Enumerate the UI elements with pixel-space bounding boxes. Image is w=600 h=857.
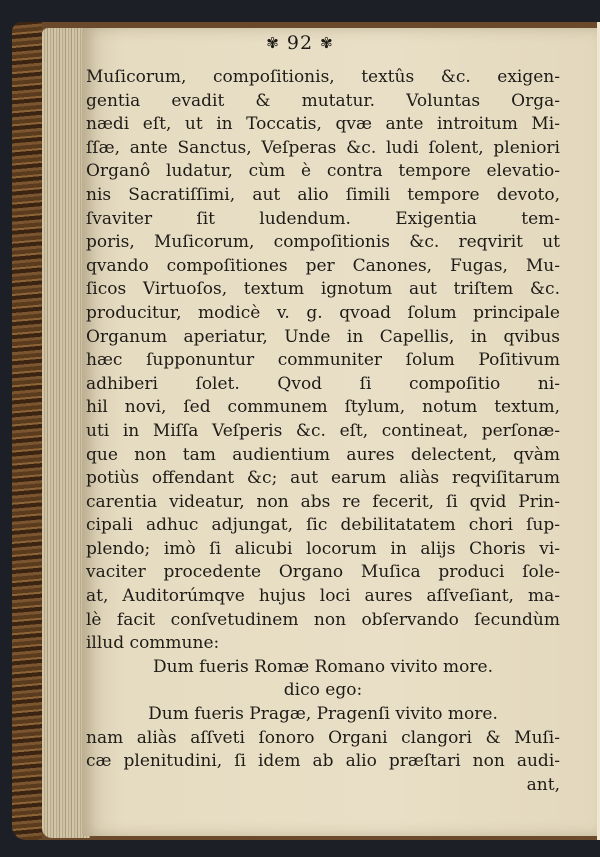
text-line: nis Sacratiſſimi, aut alio ſimili tempore devoto, xyxy=(86,184,560,205)
text-line: dico ego: xyxy=(283,680,363,701)
text-line: hæc ſupponuntur communiter ſolum Poſitivum xyxy=(86,350,560,371)
ornament-right-icon: ✾ xyxy=(320,34,334,52)
page-number: 92 xyxy=(286,32,314,54)
ornament-left-icon: ✾ xyxy=(266,34,280,52)
text-line: ſicos Virtuoſos, textum ignotum aut triſtem &c. xyxy=(86,279,560,300)
text-line: nædi eſt, ut in Toccatis, qvæ ante introitum Mi- xyxy=(86,114,560,135)
text-line: potiùs offendant &c; aut earum aliàs reqviſitarum xyxy=(86,468,560,489)
text-line: Dum fueris Pragæ, Pragenſi vivito more. xyxy=(148,704,498,725)
text-line: qvando compoſitiones per Canones, Fugas, Mu- xyxy=(86,255,560,276)
text-line: nam aliàs aſſveti ſonoro Organi clangori & Muſi- xyxy=(86,727,560,748)
page-body-text xyxy=(86,66,560,797)
text-line: Organum aperiatur, Unde in Capellis, in qvibus xyxy=(86,326,560,347)
text-line: poris, Muſicorum, compoſitionis &c. reqvirit ut xyxy=(86,232,560,253)
text-line: lè facit conſvetudinem non obſervando ſecundùm xyxy=(86,609,560,630)
book-spine xyxy=(12,22,42,840)
text-line: ſſæ, ante Sanctus, Veſperas &c. ludi ſolent, pleniori xyxy=(86,137,560,158)
text-line: illud commune: xyxy=(86,633,220,654)
page-header xyxy=(0,32,600,54)
text-line: ant, xyxy=(526,774,560,795)
text-line: que non tam audientium aures delectent, qvàm xyxy=(86,444,560,465)
text-line: Muſicorum, compoſitionis, textûs &c. exigen- xyxy=(86,67,560,87)
text-line: uti in Miſſa Veſperis &c. eſt, contineat, perſonæ- xyxy=(86,420,560,441)
text-line: Organô ludatur, cùm è contra tempore elevatio- xyxy=(86,161,560,182)
text-line: producitur, modicè v. g. qvoad ſolum principale xyxy=(86,302,560,323)
text-line: plendo; imò ſi alicubi locorum in alijs Choris vi- xyxy=(86,538,560,559)
text-line: cipali adhuc adjungat, ſic debilitatatem chori ſup- xyxy=(86,515,560,536)
text-line: cæ plenitudini, ſi idem ab alio præſtari non audi- xyxy=(86,751,560,772)
text-line: carentia videatur, non abs re fecerit, ſi qvid Prin- xyxy=(86,491,560,512)
text-line: at, Auditorúmqve hujus loci aures aſſveſiant, ma- xyxy=(86,586,560,607)
text-line: adhiberi ſolet. Qvod ſi compoſitio ni- xyxy=(86,373,560,394)
text-line: gentia evadit & mutatur. Voluntas Orga- xyxy=(86,90,560,111)
text-line: Dum fueris Romæ Romano vivito more. xyxy=(152,656,493,677)
text-line: hil novi, ſed communem ſtylum, notum textum, xyxy=(86,397,560,418)
text-line: vaciter procedente Organo Muſica produci ſole- xyxy=(86,562,560,583)
text-line: ſvaviter ſit ludendum. Exigentia tem- xyxy=(86,208,560,229)
